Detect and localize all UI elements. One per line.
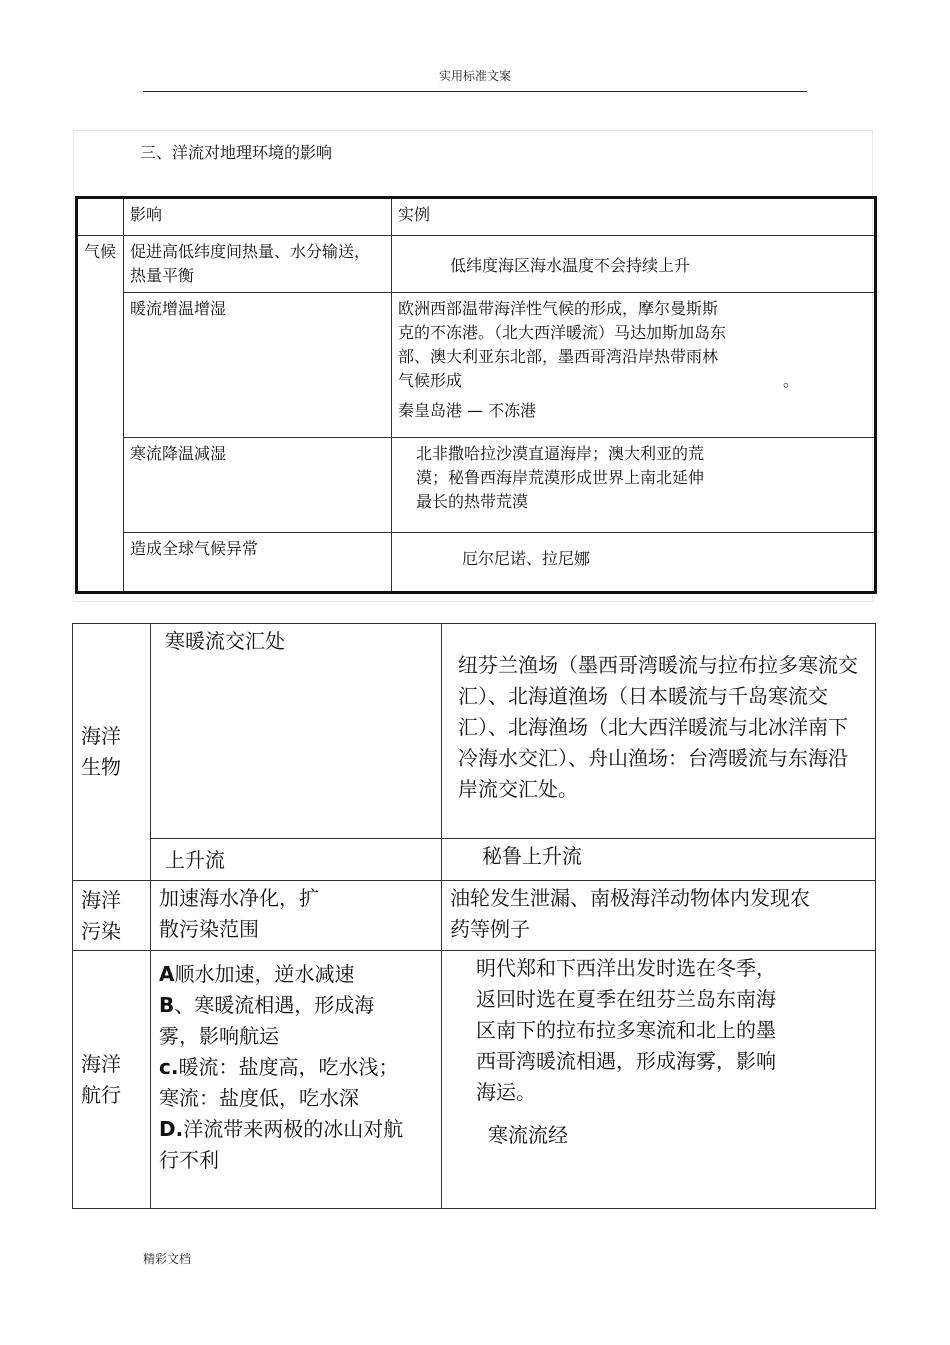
header-divider xyxy=(143,91,807,92)
example-cell xyxy=(442,951,876,1209)
climate-table xyxy=(75,196,877,594)
header-cell-empty xyxy=(77,198,124,236)
table-row xyxy=(77,293,876,438)
list-item: A顺水加速，逆水减速 xyxy=(159,962,355,986)
table-row xyxy=(73,839,876,881)
effect-cell: 促进高低纬度间热量、水分输送，热量平衡 xyxy=(124,236,392,293)
effect-cell: 寒流降温减湿 xyxy=(124,438,392,533)
example-text: 北非撒哈拉沙漠直逼海岸；澳大利亚的荒漠；秘鲁西海岸荒漠形成世界上南北延伸最长的热带荒漠 xyxy=(416,444,705,511)
header-cell-example: 实例 xyxy=(392,198,876,236)
table-row xyxy=(73,951,876,1209)
ocean-effects-table xyxy=(72,623,876,1209)
example-cell: 秘鲁上升流 xyxy=(442,839,876,881)
list-item: D.洋流带来两极的冰山对航行不利 xyxy=(159,1117,404,1172)
table-row xyxy=(73,624,876,839)
example-cell: 低纬度海区海水温度不会持续上升 xyxy=(392,236,876,293)
category-pollution: 海洋污染 xyxy=(73,881,151,951)
example-text-secondary: 秦皇岛港 — 不冻港 xyxy=(398,401,537,420)
effect-cell: 暖流增温增湿 xyxy=(124,293,392,438)
example-cell: 纽芬兰渔场（墨西哥湾暖流与拉布拉多寒流交汇）、北海道渔场（日本暖流与千岛寒流交汇）、北海渔场（北大西洋暖流与北冰洋南下冷海水交汇）、舟山渔场：台湾暖流与东海沿岸流交汇处。 xyxy=(442,624,876,839)
list-item: c.暖流：盐度高，吃水浅；寒流：盐度低，吃水深 xyxy=(159,1055,399,1110)
effect-cell: 寒暖流交汇处 xyxy=(151,624,442,839)
page-footer: 精彩文档 xyxy=(143,1252,192,1266)
example-text-secondary: 寒流流经 xyxy=(488,1123,568,1147)
example-text: 明代郑和下西洋出发时选在冬季，返回时选在夏季在纽芬兰岛东南海区南下的拉布拉多寒流和北上的墨西哥湾暖流相遇，形成海雾，影响海运。 xyxy=(476,956,776,1104)
table-row xyxy=(73,881,876,951)
effect-cell: 上升流 xyxy=(151,839,442,881)
example-text: 欧洲西部温带海洋性气候的形成，摩尔曼斯斯克的不冻港。（北大西洋暖流）马达加斯加岛东部、澳大利亚东北部，墨西哥湾沿岸热带雨林气候形成 xyxy=(398,299,727,390)
navigation-effects xyxy=(159,953,404,1176)
effect-cell: 造成全球气候异常 xyxy=(124,533,392,593)
table-row xyxy=(77,438,876,533)
table-row xyxy=(77,533,876,593)
table-header-row xyxy=(77,198,876,236)
list-item: B、寒暖流相遇，形成海雾，影响航运 xyxy=(159,993,375,1048)
category-climate: 气候 xyxy=(77,236,124,593)
category-marine-life: 海洋生物 xyxy=(73,624,151,881)
effect-cell xyxy=(151,951,442,1209)
effect-cell: 加速海水净化，扩散污染范围 xyxy=(151,881,442,951)
example-period: 。 xyxy=(783,371,800,390)
example-cell: 油轮发生泄漏、南极海洋动物体内发现农药等例子 xyxy=(442,881,876,951)
section-title: 三、洋流对地理环境的影响 xyxy=(140,143,333,162)
example-cell xyxy=(392,293,876,438)
example-cell xyxy=(392,438,876,533)
category-navigation: 海洋航行 xyxy=(73,951,151,1209)
table-row xyxy=(77,236,876,293)
page-header: 实用标准文案 xyxy=(438,69,511,83)
header-cell-effect: 影响 xyxy=(124,198,392,236)
example-cell: 厄尔尼诺、拉尼娜 xyxy=(392,533,876,593)
